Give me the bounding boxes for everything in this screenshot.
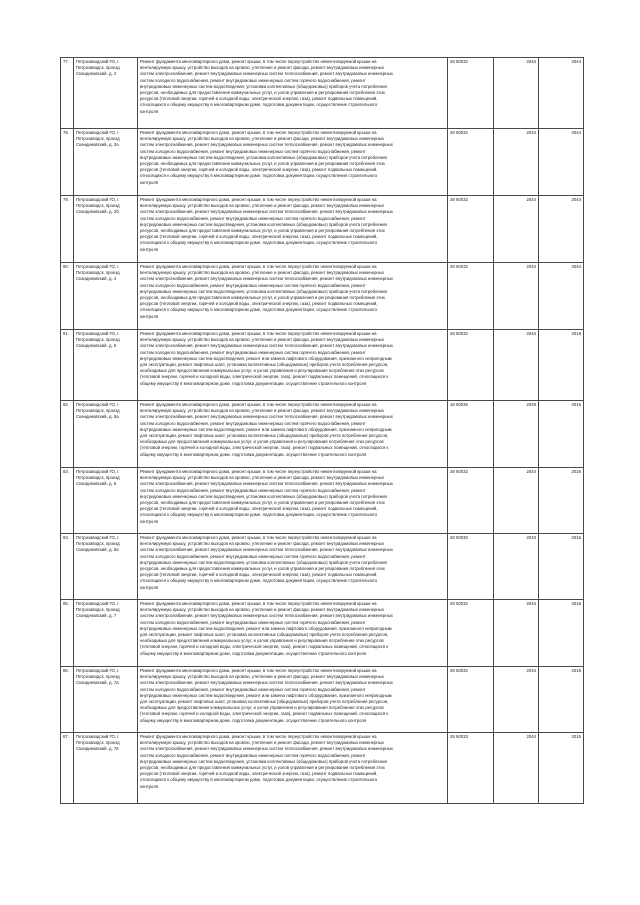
start-year-cell: 2016 bbox=[539, 468, 584, 534]
table-body bbox=[61, 58, 584, 804]
planned-year-cell: 2044 bbox=[494, 733, 539, 804]
table-row bbox=[61, 667, 584, 733]
work-description-cell: Ремонт фундамента многоквартирного дома, ремонт крыши, в том числе переустройство невентилируемой крыши на вентилируемую крышу, устройство выходов на кровлю, утепление и ремонт фасада, ремонт внутридомовых инженерных систем электроснабжения, ремонт внутридомовых инженерных систем теплоснабжения, ремонт внутридомовых инженерных систем холодного водоснабжения, ремонт внутридомовых инженерных систем горячего водоснабжения, ремонт внутридомовых инженерных систем водоотведения, установка коллективных (общедомовых) приборов учета потребления ресурсов, необходимых для предоставления коммунальных услуг, и узлов управления и регулирования потребления этих ресурсов (тепловой энергии, горячей и холодной воды, электрической энергии, газа), ремонт подвальных помещений, относящихся к общему имуществу в многоквартирном доме, подготовка документации, осуществление строительного контроля bbox=[138, 468, 448, 534]
planned-year-cell: 2044 bbox=[494, 330, 539, 401]
address-cell: Петрозаводский ГО, г. Петрозаводск, проезд Скандинавский, д. 2б bbox=[74, 196, 138, 263]
work-description-cell: Ремонт фундамента многоквартирного дома, ремонт крыши, в том числе переустройство невентилируемой крыши на вентилируемую крышу, устройство выходов на кровлю, утепление и ремонт фасада, ремонт внутридомовых инженерных систем электроснабжения, ремонт внутридомовых инженерных систем теплоснабжения, ремонт внутридомовых инженерных систем холодного водоснабжения, ремонт внутридомовых инженерных систем горячего водоснабжения, ремонт внутридомовых инженерных систем водоотведения, установка коллективных (общедомовых) приборов учета потребления ресурсов, необходимых для предоставления коммунальных услуг, и узлов управления и регулирования потребления этих ресурсов (тепловой энергии, горячей и холодной воды, электрической энергии, газа), ремонт подвальных помещений, относящихся к общему имуществу в многоквартирном доме, подготовка документации, осуществление строительного контроля bbox=[138, 129, 448, 196]
planned-year-cell: 2044 bbox=[494, 600, 539, 667]
start-year-cell: 2016 bbox=[539, 600, 584, 667]
work-description-cell: Ремонт фундамента многоквартирного дома, ремонт крыши, в том числе переустройство невентилируемой крыши на вентилируемую крышу, устройство выходов на кровлю, утепление и ремонт фасада, ремонт внутридомовых инженерных систем электроснабжения, ремонт внутридомовых инженерных систем теплоснабжения, ремонт внутридомовых инженерных систем холодного водоснабжения, ремонт внутридомовых инженерных систем горячего водоснабжения, ремонт внутридомовых инженерных систем водоотведения, установка коллективных (общедомовых) приборов учета потребления ресурсов, необходимых для предоставления коммунальных услуг, и узлов управления и регулирования потребления этих ресурсов (тепловой энергии, горячей и холодной воды, электрической энергии, газа), ремонт подвальных помещений, относящихся к общему имуществу в многоквартирном доме, подготовка документации, осуществление строительного контроля bbox=[138, 534, 448, 600]
start-year-cell: 2044 bbox=[539, 196, 584, 263]
start-year-cell: 2044 bbox=[539, 263, 584, 330]
address-cell: Петрозаводский ГО, г. Петрозаводск, проезд Скандинавский, д. 4 bbox=[74, 263, 138, 330]
cost-cell: 18 50036 bbox=[448, 401, 494, 468]
start-year-cell: 2016 bbox=[539, 667, 584, 733]
address-cell: Петрозаводский ГО, г. Петрозаводск, проезд Скандинавский, д. 7в bbox=[74, 733, 138, 804]
work-description-cell: Ремонт фундамента многоквартирного дома, ремонт крыши, в том числе переустройство невентилируемой крыши на вентилируемую крышу, устройство выходов на кровлю, утепление и ремонт фасада, ремонт внутридомовых инженерных систем электроснабжения, ремонт внутридомовых инженерных систем теплоснабжения, ремонт внутридомовых инженерных систем холодного водоснабжения, ремонт внутридомовых инженерных систем горячего водоснабжения, ремонт внутридомовых инженерных систем водоотведения, ремонт или замена лифтового оборудования, признанного непригодным для эксплуатации, ремонт лифтовых шахт, установка коллективных (общедомовых) приборов учета потребления ресурсов, необходимых для предоставления коммунальных услуг, и узлов управления и регулирования потребления этих ресурсов (тепловой энергии, горячей и холодной воды, электрической энергии, газа), ремонт подвальных помещений, относящихся к общему имуществу в многоквартирном доме, подготовка документации, осуществление строительного контроля bbox=[138, 401, 448, 468]
table-row bbox=[61, 534, 584, 600]
row-number-cell: 85. bbox=[61, 600, 74, 667]
start-year-cell: 2044 bbox=[539, 58, 584, 129]
table-row bbox=[61, 401, 584, 468]
start-year-cell: 2015 bbox=[539, 733, 584, 804]
row-number-cell: 81. bbox=[61, 330, 74, 401]
cost-cell: 28 50032 bbox=[448, 58, 494, 129]
row-number-cell: 84. bbox=[61, 534, 74, 600]
row-number-cell: 77. bbox=[61, 58, 74, 129]
address-cell: Петрозаводский ГО, г. Петрозаводск, проезд Скандинавский, д. 2 bbox=[74, 58, 138, 129]
row-number-cell: 82. bbox=[61, 401, 74, 468]
table-row bbox=[61, 600, 584, 667]
table-row bbox=[61, 468, 584, 534]
work-description-cell: Ремонт фундамента многоквартирного дома, ремонт крыши, в том числе переустройство невентилируемой крыши на вентилируемую крышу, устройство выходов на кровлю, утепление и ремонт фасада, ремонт внутридомовых инженерных систем электроснабжения, ремонт внутридомовых инженерных систем теплоснабжения, ремонт внутридомовых инженерных систем холодного водоснабжения, ремонт внутридомовых инженерных систем горячего водоснабжения, ремонт внутридомовых инженерных систем водоотведения, ремонт или замена лифтового оборудования, признанного непригодным для эксплуатации, ремонт лифтовых шахт, установка коллективных (общедомовых) приборов учета потребления ресурсов, необходимых для предоставления коммунальных услуг, и узлов управления и регулирования потребления этих ресурсов (тепловой энергии, горячей и холодной воды, электрической энергии, газа), ремонт подвальных помещений, относящихся к общему имуществу в многоквартирном доме, подготовка документации, осуществление строительного контроля bbox=[138, 667, 448, 733]
row-number-cell: 83. bbox=[61, 468, 74, 534]
work-description-cell: Ремонт фундамента многоквартирного дома, ремонт крыши, в том числе переустройство невентилируемой крыши на вентилируемую крышу, устройство выходов на кровлю, утепление и ремонт фасада, ремонт внутридомовых инженерных систем электроснабжения, ремонт внутридомовых инженерных систем теплоснабжения, ремонт внутридомовых инженерных систем холодного водоснабжения, ремонт внутридомовых инженерных систем горячего водоснабжения, ремонт внутридомовых инженерных систем водоотведения, ремонт или замена лифтового оборудования, признанного непригодным для эксплуатации, ремонт лифтовых шахт, установка коллективных (общедомовых) приборов учета потребления ресурсов, необходимых для предоставления коммунальных услуг, и узлов управления и регулирования потребления этих ресурсов (тепловой энергии, горячей и холодной воды, электрической энергии, газа), ремонт подвальных помещений, относящихся к общему имуществу в многоквартирном доме, подготовка документации, осуществление строительного контроля bbox=[138, 600, 448, 667]
cost-cell: 28 50032 bbox=[448, 129, 494, 196]
cost-cell: 28 50032 bbox=[448, 263, 494, 330]
start-year-cell: 2044 bbox=[539, 129, 584, 196]
row-number-cell: 79. bbox=[61, 196, 74, 263]
start-year-cell: 2016 bbox=[539, 534, 584, 600]
cost-cell: 28 50033 bbox=[448, 733, 494, 804]
table-row bbox=[61, 58, 584, 129]
address-cell: Петрозаводский ГО, г. Петрозаводск, проезд Скандинавский, д. 2а bbox=[74, 129, 138, 196]
planned-year-cell: 2044 bbox=[494, 263, 539, 330]
cost-cell: 28 50030 bbox=[448, 534, 494, 600]
address-cell: Петрозаводский ГО, г. Петрозаводск, проезд Скандинавский, д. 6 bbox=[74, 468, 138, 534]
planned-year-cell: 2044 bbox=[494, 667, 539, 733]
planned-year-cell: 2043 bbox=[494, 534, 539, 600]
table-row bbox=[61, 129, 584, 196]
table-row bbox=[61, 196, 584, 263]
work-description-cell: Ремонт фундамента многоквартирного дома, ремонт крыши, в том числе переустройство невентилируемой крыши на вентилируемую крышу, устройство выходов на кровлю, утепление и ремонт фасада, ремонт внутридомовых инженерных систем электроснабжения, ремонт внутридомовых инженерных систем теплоснабжения, ремонт внутридомовых инженерных систем холодного водоснабжения, ремонт внутридомовых инженерных систем горячего водоснабжения, ремонт внутридомовых инженерных систем водоотведения, ремонт или замена лифтового оборудования, признанного непригодным для эксплуатации, ремонт лифтовых шахт, установка коллективных (общедомовых) приборов учета потребления ресурсов, необходимых для предоставления коммунальных услуг, и узлов управления и регулирования потребления этих ресурсов (тепловой энергии, горячей и холодной воды, электрической энергии, газа), ремонт подвальных помещений, относящихся к общему имуществу в многоквартирном доме, подготовка документации, осуществление строительного контроля bbox=[138, 330, 448, 401]
cost-cell: 28 50032 bbox=[448, 468, 494, 534]
cost-cell: 28 50032 bbox=[448, 196, 494, 263]
table-row bbox=[61, 330, 584, 401]
row-number-cell: 87. bbox=[61, 733, 74, 804]
row-number-cell: 86. bbox=[61, 667, 74, 733]
work-description-cell: Ремонт фундамента многоквартирного дома, ремонт крыши, в том числе переустройство невентилируемой крыши на вентилируемую крышу, устройство выходов на кровлю, утепление и ремонт фасада, ремонт внутридомовых инженерных систем электроснабжения, ремонт внутридомовых инженерных систем теплоснабжения, ремонт внутридомовых инженерных систем холодного водоснабжения, ремонт внутридомовых инженерных систем горячего водоснабжения, ремонт внутридомовых инженерных систем водоотведения, установка коллективных (общедомовых) приборов учета потребления ресурсов, необходимых для предоставления коммунальных услуг, и узлов управления и регулирования потребления этих ресурсов (тепловой энергии, горячей и холодной воды, электрической энергии, газа), ремонт подвальных помещений, относящихся к общему имуществу в многоквартирном доме, подготовка документации, осуществление строительного контроля bbox=[138, 196, 448, 263]
capital-repair-table bbox=[60, 57, 584, 804]
cost-cell: 28 50032 bbox=[448, 330, 494, 401]
address-cell: Петрозаводский ГО, г. Петрозаводск, проезд Скандинавский, д. 5а bbox=[74, 401, 138, 468]
work-description-cell: Ремонт фундамента многоквартирного дома, ремонт крыши, в том числе переустройство невентилируемой крыши на вентилируемую крышу, устройство выходов на кровлю, утепление и ремонт фасада, ремонт внутридомовых инженерных систем электроснабжения, ремонт внутридомовых инженерных систем теплоснабжения, ремонт внутридомовых инженерных систем холодного водоснабжения, ремонт внутридомовых инженерных систем горячего водоснабжения, ремонт внутридомовых инженерных систем водоотведения, установка коллективных (общедомовых) приборов учета потребления ресурсов, необходимых для предоставления коммунальных услуг, и узлов управления и регулирования потребления этих ресурсов (тепловой энергии, горячей и холодной воды, электрической энергии, газа), ремонт подвальных помещений, относящихся к общему имуществу в многоквартирном доме, подготовка документации, осуществление строительного контроля bbox=[138, 263, 448, 330]
table-row bbox=[61, 263, 584, 330]
start-year-cell: 2016 bbox=[539, 330, 584, 401]
start-year-cell: 2016 bbox=[539, 401, 584, 468]
planned-year-cell: 2044 bbox=[494, 129, 539, 196]
planned-year-cell: 2044 bbox=[494, 196, 539, 263]
table-row bbox=[61, 733, 584, 804]
cost-cell: 28 50032 bbox=[448, 600, 494, 667]
cost-cell: 28 50032 bbox=[448, 667, 494, 733]
work-description-cell: Ремонт фундамента многоквартирного дома, ремонт крыши, в том числе переустройство невентилируемой крыши на вентилируемую крышу, устройство выходов на кровлю, утепление и ремонт фасада, ремонт внутридомовых инженерных систем электроснабжения, ремонт внутридомовых инженерных систем теплоснабжения, ремонт внутридомовых инженерных систем холодного водоснабжения, ремонт внутридомовых инженерных систем горячего водоснабжения, ремонт внутридомовых инженерных систем водоотведения, установка коллективных (общедомовых) приборов учета потребления ресурсов, необходимых для предоставления коммунальных услуг, и узлов управления и регулирования потребления этих ресурсов (тепловой энергии, горячей и холодной воды, электрической энергии, газа), ремонт подвальных помещений, относящихся к общему имуществу в многоквартирном доме, подготовка документации, осуществление строительного контроля bbox=[138, 58, 448, 129]
planned-year-cell: 2044 bbox=[494, 468, 539, 534]
address-cell: Петрозаводский ГО, г. Петрозаводск, проезд Скандинавский, д. 5 bbox=[74, 330, 138, 401]
address-cell: Петрозаводский ГО, г. Петрозаводск, проезд Скандинавский, д. 7а bbox=[74, 667, 138, 733]
address-cell: Петрозаводский ГО, г. Петрозаводск, проезд Скандинавский, д. 6а bbox=[74, 534, 138, 600]
address-cell: Петрозаводский ГО, г. Петрозаводск, проезд Скандинавский, д. 7 bbox=[74, 600, 138, 667]
planned-year-cell: 2049 bbox=[494, 401, 539, 468]
row-number-cell: 78. bbox=[61, 129, 74, 196]
work-description-cell: Ремонт фундамента многоквартирного дома, ремонт крыши, в том числе переустройство невентилируемой крыши на вентилируемую крышу, устройство выходов на кровлю, утепление и ремонт фасада, ремонт внутридомовых инженерных систем электроснабжения, ремонт внутридомовых инженерных систем теплоснабжения, ремонт внутридомовых инженерных систем холодного водоснабжения, ремонт внутридомовых инженерных систем горячего водоснабжения, ремонт внутридомовых инженерных систем водоотведения, установка коллективных (общедомовых) приборов учета потребления ресурсов, необходимых для предоставления коммунальных услуг, и узлов управления и регулирования потребления этих ресурсов (тепловой энергии, горячей и холодной воды, электрической энергии, газа), ремонт подвальных помещений, относящихся к общему имуществу в многоквартирном доме, подготовка документации, осуществление строительного контроля bbox=[138, 733, 448, 804]
planned-year-cell: 2044 bbox=[494, 58, 539, 129]
row-number-cell: 80. bbox=[61, 263, 74, 330]
